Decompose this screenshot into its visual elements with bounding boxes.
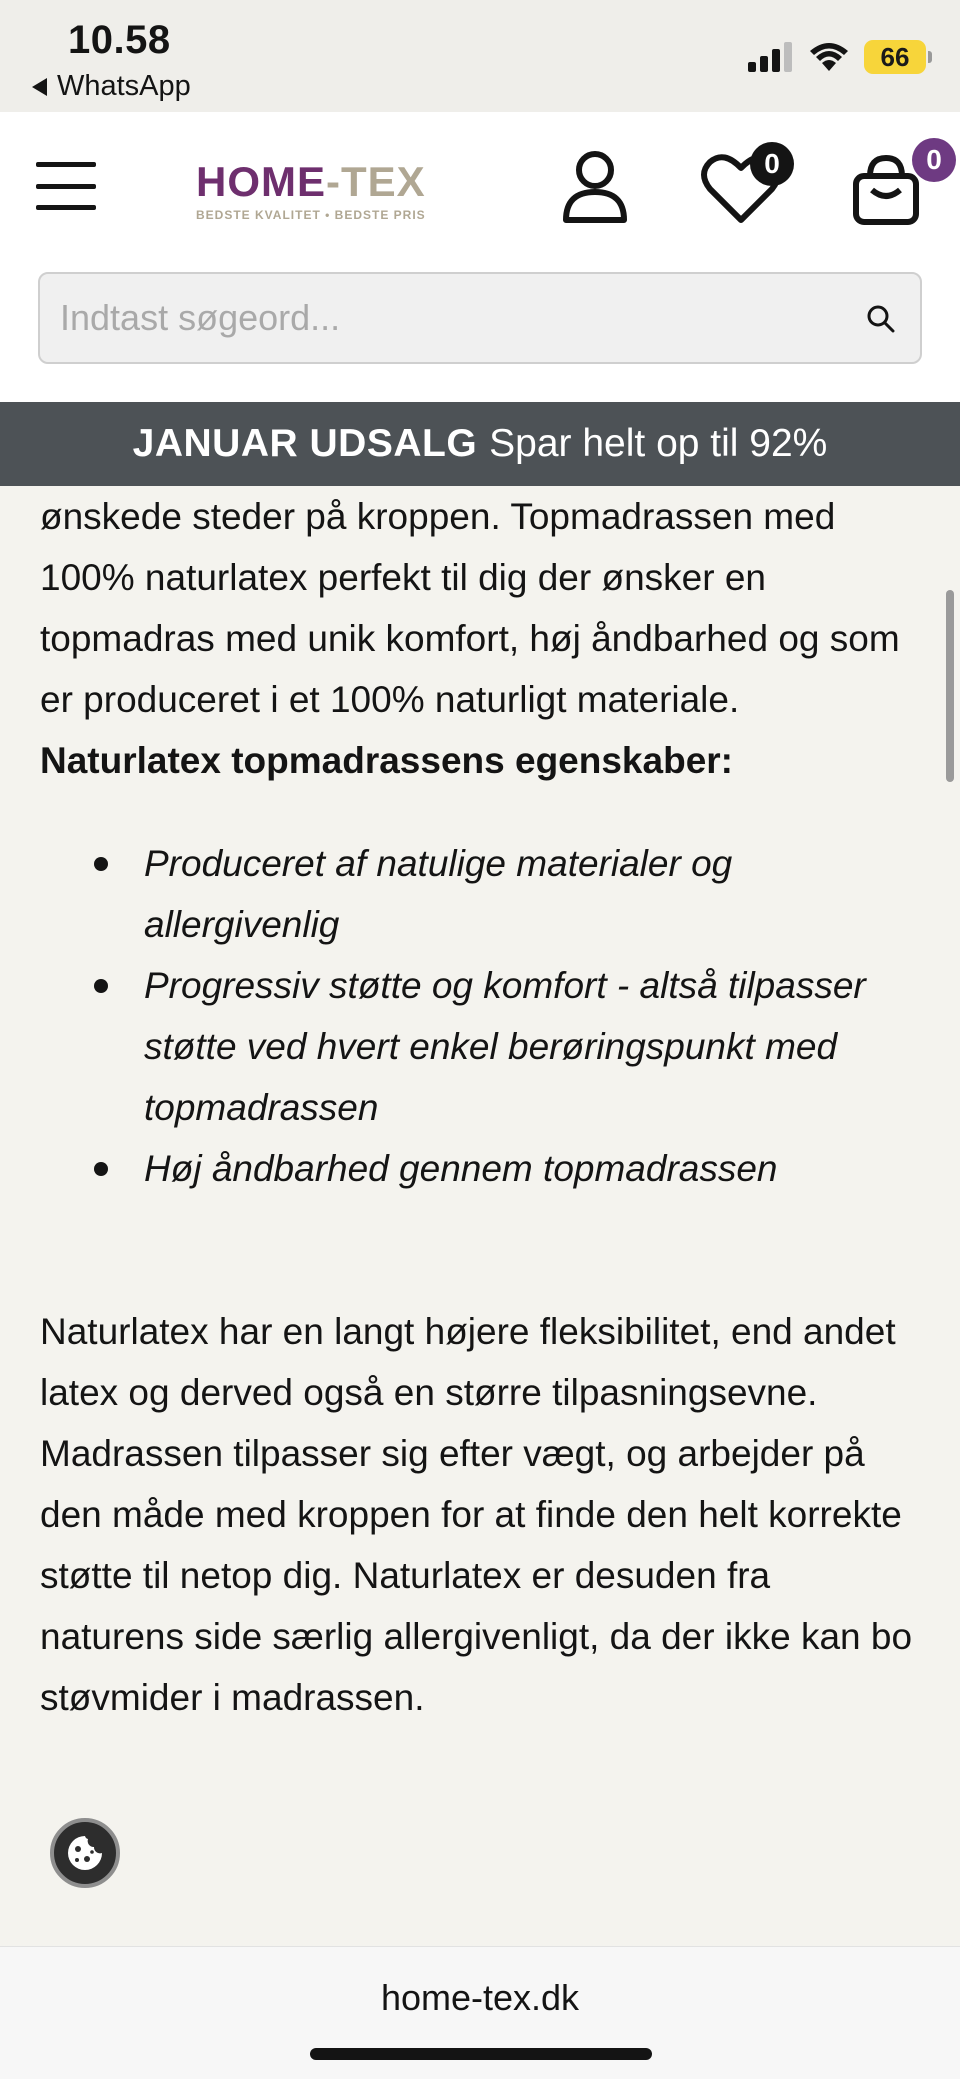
wifi-icon xyxy=(808,42,850,72)
features-heading: Naturlatex topmadrassens egenskaber: xyxy=(40,740,733,781)
site-header xyxy=(0,112,960,402)
features-list xyxy=(40,833,920,1199)
search-input[interactable] xyxy=(60,274,840,362)
shopping-bag-icon xyxy=(850,152,922,228)
cookie-icon xyxy=(65,1833,105,1873)
feature-item: Høj åndbarhed gennem topmadrassen xyxy=(40,1138,920,1199)
back-to-app[interactable] xyxy=(32,70,191,103)
cookie-settings-button[interactable] xyxy=(50,1818,120,1888)
logo-wordmark xyxy=(196,158,446,206)
wishlist-count-badge: 0 xyxy=(750,142,794,186)
logo-tex: TEX xyxy=(341,158,426,205)
promo-title: JANUAR UDSALG xyxy=(132,422,478,465)
cart-count-badge: 0 xyxy=(912,138,956,182)
status-time: 10.58 xyxy=(68,18,171,62)
latex-paragraph: Naturlatex har en langt højere fleksibilitet, end andet latex og derved også en større tilpasningsevne. Madrassen tilpasser sig efter vægt, og arbejder på den måde med kroppen for at finde den helt korrekte støtte til netop dig. Naturlatex er desuden fra naturens side særlig allergivenligt, da der ikke kan bo støvmider i madrassen. xyxy=(40,1311,913,1718)
home-tex-logo[interactable] xyxy=(196,158,446,222)
status-icons xyxy=(748,40,926,74)
status-bar xyxy=(0,0,960,112)
feature-item: Produceret af natulige materialer og allergivenlig xyxy=(40,833,920,955)
cart-button[interactable] xyxy=(850,142,940,226)
back-app-label: WhatsApp xyxy=(57,70,191,102)
promo-text: Spar helt op til 92% xyxy=(489,422,828,465)
logo-home: HOME xyxy=(196,158,326,205)
hamburger-menu-icon[interactable] xyxy=(36,162,96,210)
battery-indicator: 66 xyxy=(864,40,926,74)
intro-paragraph: ønskede steder på kroppen. Topmadrassen med 100% naturlatex perfekt til dig der ønsker en topmadras med unik komfort, høj åndbarhed og som er produceret i et 100% naturligt materiale. xyxy=(40,496,900,720)
wishlist-button[interactable] xyxy=(700,142,790,224)
logo-tagline: BEDSTE KVALITET • BEDSTE PRIS xyxy=(196,208,426,222)
logo-dash: - xyxy=(326,158,341,205)
cellular-signal-icon xyxy=(748,42,794,72)
browser-url-bar[interactable] xyxy=(0,1946,960,2079)
back-arrow-icon xyxy=(32,78,47,96)
product-description xyxy=(40,486,920,1728)
search-icon[interactable] xyxy=(866,304,896,334)
home-indicator[interactable] xyxy=(310,2048,652,2060)
promo-banner[interactable] xyxy=(0,402,960,486)
url-text[interactable]: home-tex.dk xyxy=(380,1977,580,2018)
feature-item: Progressiv støtte og komfort - altså tilpasser støtte ved hvert enkel berøringspunkt med topmadrassen xyxy=(40,955,920,1138)
search-bar xyxy=(38,272,922,364)
user-icon xyxy=(560,148,630,224)
account-button[interactable] xyxy=(560,148,630,224)
page-scrollbar[interactable] xyxy=(946,590,954,782)
